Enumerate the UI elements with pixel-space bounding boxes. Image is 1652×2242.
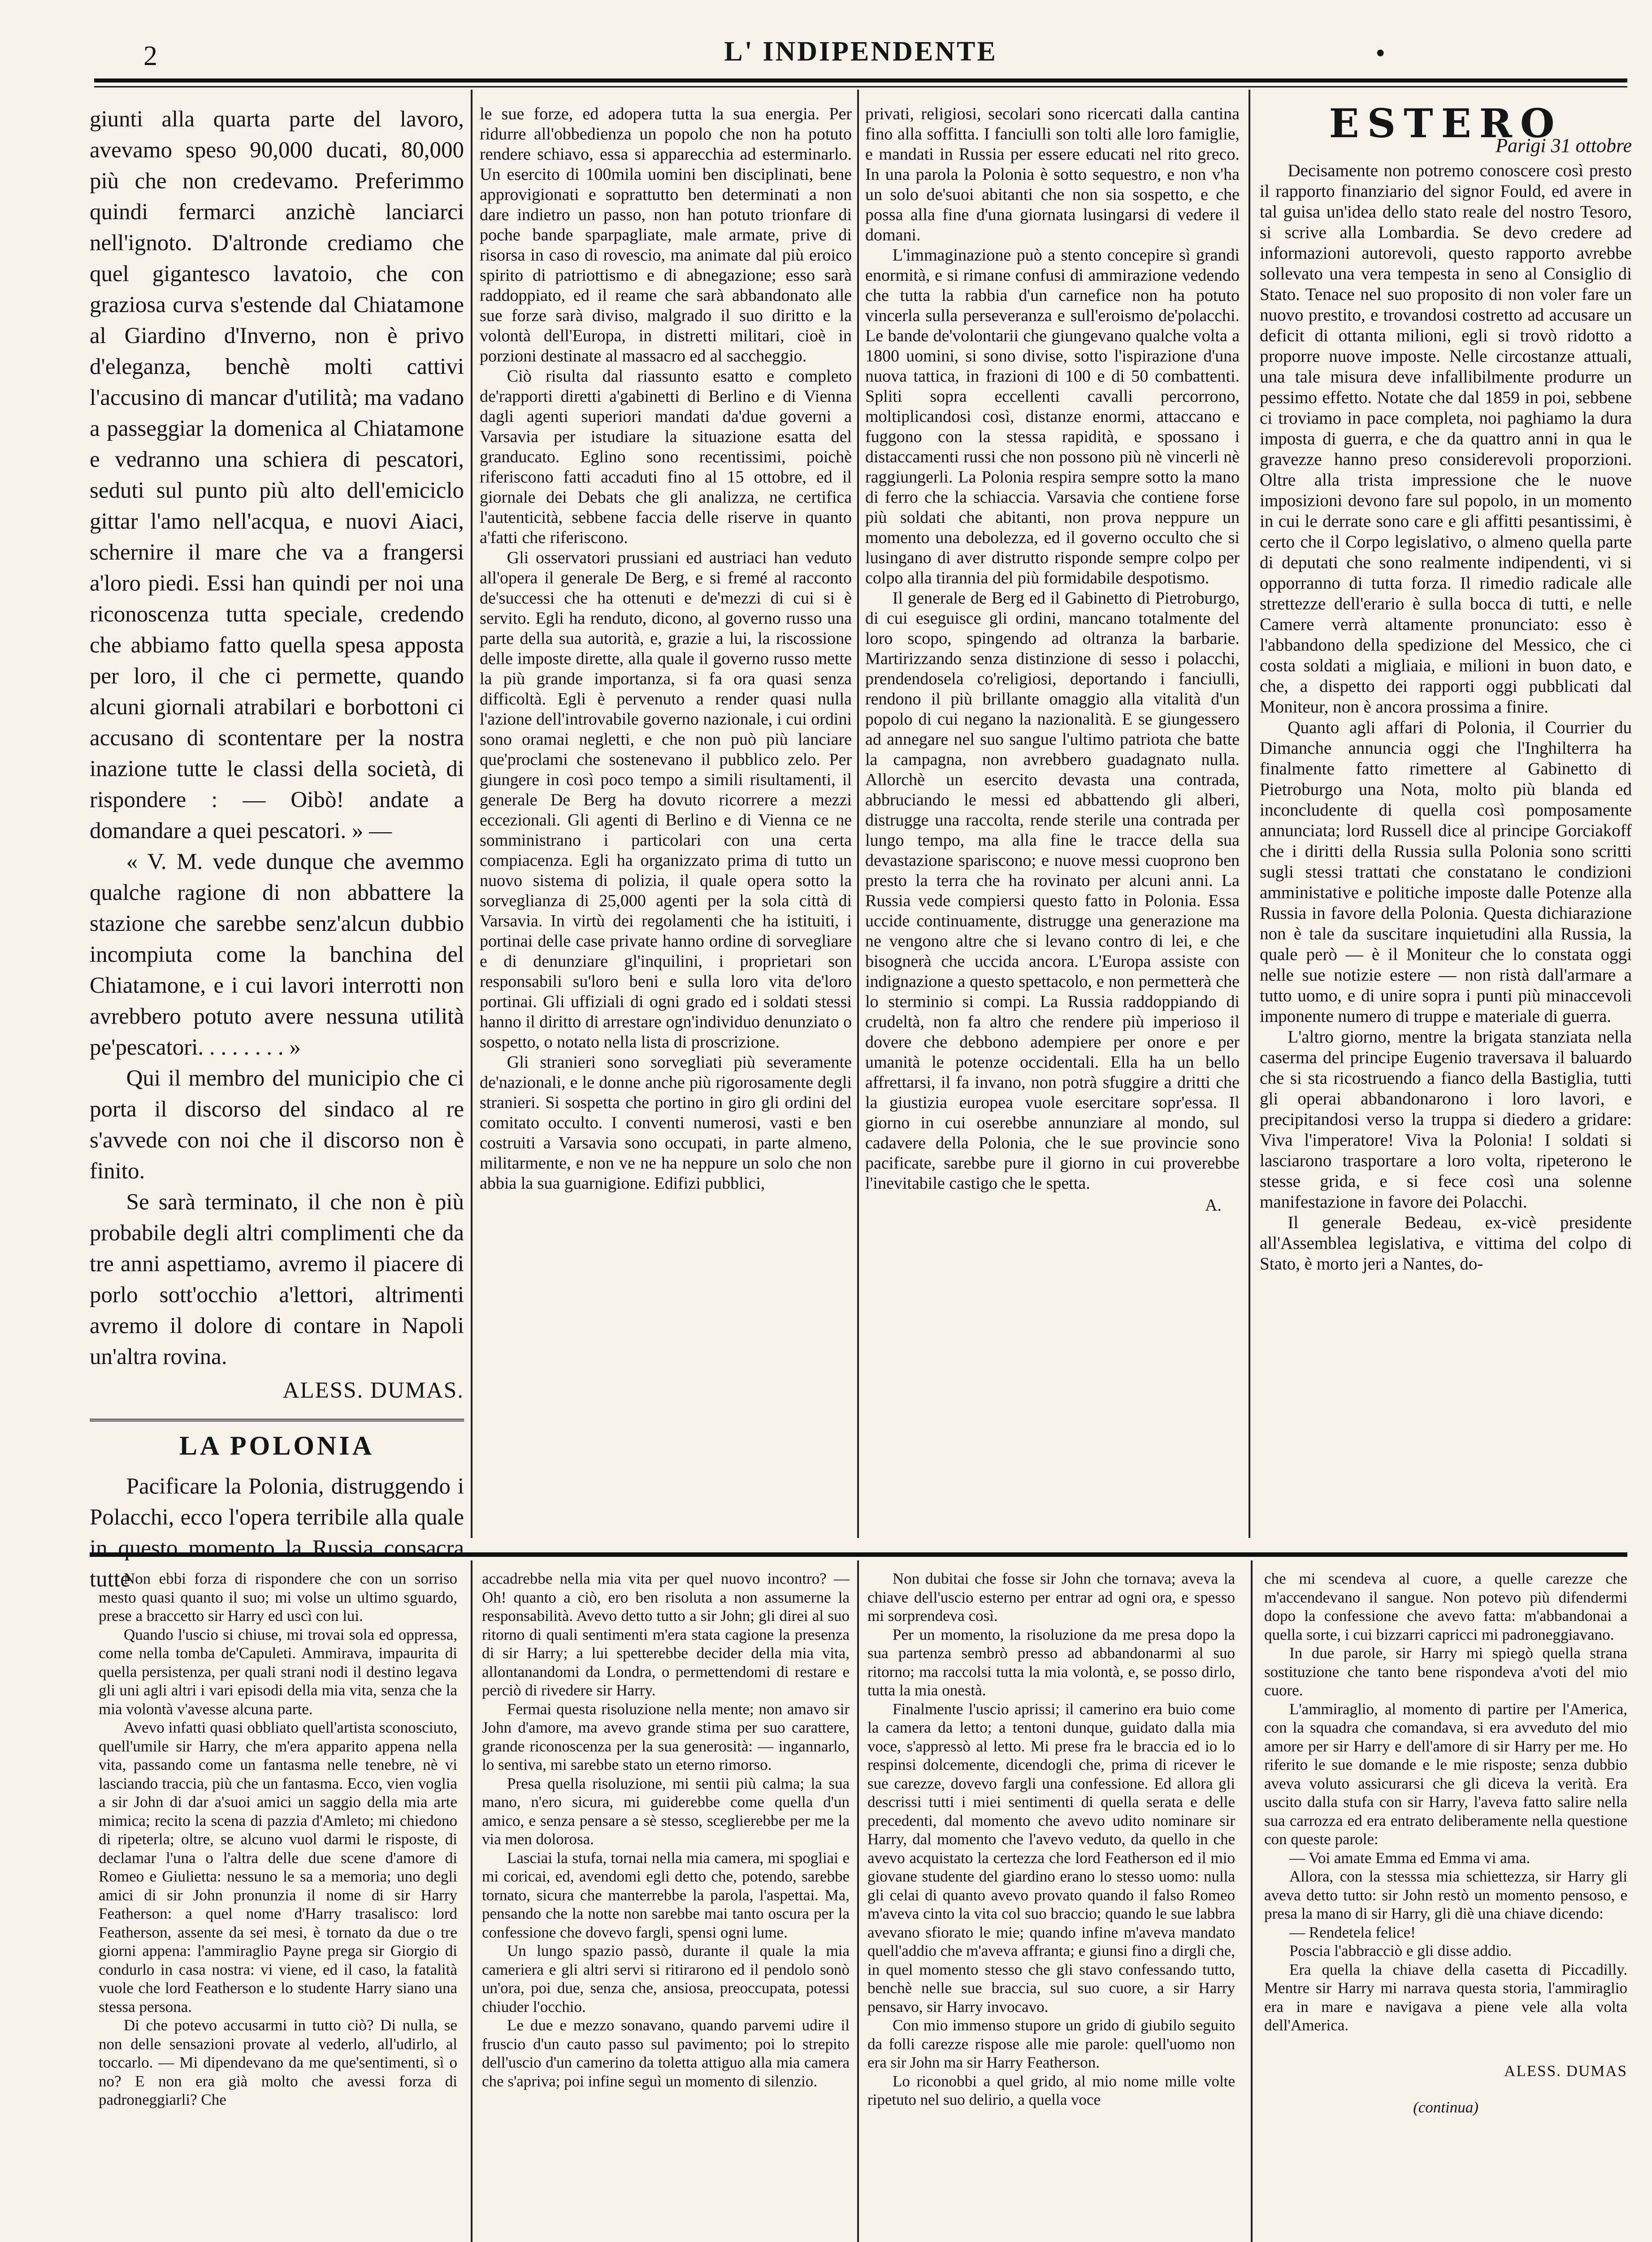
paragraph: « V. M. vede dunque che avemmo qualche ragione di non abbattere la stazione che sarebbe senz'alcun dubbio incompiuta come la banchina del Chiatamone, e i cui lavori interrotti non avrebbero potuto avere nessuna utilità pe'pescatori. . . . . . . . »	[90, 849, 464, 1060]
paragraph: L'altro giorno, mentre la brigata stanziata nella caserma del principe Eugenio traversava il baluardo che si sta ricostruendo a fianco della Bastiglia, tutti gli operai abbandonarono i loro lavori, e precipitandosi verso la truppa si diedero a gridare: Viva l'imperatore! Viva la Polonia! I soldati si lasciarono trasportare a loro volta, ripeterono le stesse grida, e si fece così una solenne manifestazione in favore dei Polacchi.	[1260, 1027, 1632, 1212]
paragraph: giunti alla quarta parte del lavoro, avevamo speso 90,000 ducati, 80,000 più che non credevamo. Preferimmo quindi fermarci anzichè lanciarci nell'ignoto. D'altronde crediamo che quel gigantesco lavatoio, che con graziosa curva s'estende dal Chiatamone al Giardino d'Inverno, non è privo d'eleganza, benchè molti cattivi l'accusino di mancar d'utilità; ma vadano a passeggiar la domenica al Chiatamone e vedranno una schiera di pescatori, seduti sul punto più alto dell'emiciclo gittar l'amo nell'acqua, e nuovi Aiaci, schernire il mare che va a frangersi a'loro piedi. Essi han quindi per noi una riconoscenza tutta speciale, credendo che abbiamo fatto quella spesa apposta per loro, il che ci permette, quando alcuni giornali atrabilari e borbottoni ci accusano di scontentare per la nostra inazione tutte le classi della società, di rispondere : — Oibò! andate a domandare a quei pescatori. » —	[90, 107, 464, 843]
paragraph: Finalmente l'uscio aprissi; il camerino era buio come la camera da letto; a tentoni dunque, guidato dalla mia voce, s'appressò al letto. Mi prese fra le braccia ed io lo respinsi dolcemente, dicendogli che, prima di ricever le sue carezze, dovevo fargli una confessione. Ed allora gli descrissi tutti i miei sentimenti di quella serata e delle precedenti, dal momento che avevo udito nominare sir Harry, dal momento che l'avevo veduto, da quello in che avevo acquistato la certezza che lord Featherson ed il mio giovane studente del giardino erano lo stesso uomo: nulla gli celai di quanto avevo provato quando il falso Romeo m'aveva cinto la vita col suo braccio; quando le sue labbra avevano sfiorato le mie; quando infine m'aveva mandato quell'addio che m'aveva affranta; e giunsi fino a dirgli che, in quel momento stesso che gli stavo confessando tutto, benchè nelle sue braccia, sul suo cuore, a sir Harry pensavo, sir Harry invocavo.	[867, 1700, 1235, 2016]
paragraph: Gli osservatori prussiani ed austriaci han veduto all'opera il generale De Berg, e si fremé al racconto de'successi che ha ottenuti e de'mezzi di cui si è servito. Egli ha renduto, dicono, al governo russo una parte della sua autorità, e, grazie a lui, la riscossione delle imposte dirette, alla quale il governo russo mette la più grande importanza, si fa ora quasi senza difficoltà. Egli è pervenuto a render quasi nulla l'azione dell'introvabile governo nazionale, i cui ordini sono oramai negletti, e che non può più lanciare que'proclami che sostenevano il pubblico zelo. Per giungere in così poco tempo a simili risultamenti, il generale De Berg ha dovuto ricorrere a mezzi eccezionali. Gli agenti di Berlino e di Vienna ce ne somministrano i particolari con una certa compiacenza. Egli ha organizzato prima di tutto un nuovo sistema di polizia, il quale opera sotto la sorveglianza di 25,000 agenti per la sola città di Varsavia. In virtù dei regolamenti che ha istituiti, i portinai delle case private hanno ordine di sorvegliare e di denunziare gl'inquilini, i proprietari son responsabili su'loro beni e sulla loro vita de'loro portinai. Gli uffiziali di ogni grado ed i soldati stessi hanno il diritto di arrestare ogn'individuo denunziato o sospetto, o notato nella lista di proscrizione.	[480, 548, 852, 1051]
feuilleton-column-3	[867, 1569, 1235, 2229]
paragraph: Per un momento, la risoluzione da me presa dopo la sua partenza sembrò presso ad abbandonarmi al suo ritorno; ma raccolsi tutta la mia volontà, e, se posso dirlo, tutta la mia onestà.	[867, 1625, 1235, 1699]
author-signature: ALESS. DUMAS	[1504, 2062, 1627, 2080]
paragraph: Pacificare la Polonia, distruggendo i Polacchi, ecco l'opera terribile alla quale in questo momento la Russia consacra tutte	[90, 1474, 464, 1592]
paragraph: Lasciai la stufa, tornai nella mia camera, mi spogliai e mi coricai, ed, avendomi egli detto che, potendo, sarebbe tornato, sicura che manterrebbe la parola, l'aspettai. Ma, pensando che la notte non sarebbe mai tanto oscura per la confessione che dovevo fargli, spensi ogni lume.	[482, 1849, 850, 1941]
paragraph: Ciò risulta dal riassunto esatto e completo de'rapporti diretti a'gabinetti di Berlino e di Vienna dagli agenti superiori mandati da'due governi a Varsavia per istudiare la situazione esatta del granducato. Eglino sono recentissimi, poichè riferiscono fatti accaduti fino al 15 ottobre, ed il giornale dei Debats che gli analizza, ne certifica l'autenticità, sebbene faccia delle riserve in quanto a'fatti che riferiscono.	[480, 367, 852, 547]
paragraph: In due parole, sir Harry mi spiegò quella strana sostituzione che tanto bene rispondeva a'voti del mio cuore.	[1264, 1644, 1627, 1699]
paragraph: le sue forze, ed adopera tutta la sua energia. Per ridurre all'obbedienza un popolo che non ha potuto rendere schiavo, essa si apparecchia ad esterminarlo. Un esercito di 100mila uomini ben disciplinati, bene approvigionati e soprattutto ben determinati a non dare indietro un passo, non han potuto trionfare di poche bande sparpagliate, male armate, prive di risorsa in caso di rovescio, ma animate dal più eroico spirito di patriottismo e di abnegazione; esso sarà raddoppiato, ed il reame che sarà abbandonato alle sue forze sarà diviso, malgrado il suo diritto e la volontà dell'Europa, in distretti militari, cioè in porzioni destinate al massacro ed al saccheggio.	[480, 104, 852, 365]
paragraph: Decisamente non potremo conoscere così presto il rapporto finanziario del signor Fould, ed avere in tal guisa un'idea dello stato reale del nostro Tesoro, si scrive alla Lombardia. Se devo credere ad informazioni autorevoli, questo rapporto avrebbe sollevato una vera tempesta in seno al Consiglio di Stato. Tenace nel suo proposito di non voler fare un nuovo prestito, e trovandosi costretto ad accusare un deficit di ottanta milioni, egli si trovò ridotto a proporre nuove imposte. Nelle circostanze attuali, una tale misura deve infallibilmente produrre un pessimo effetto. Notate che dal 1859 in poi, sebbene ci troviamo in pace completa, noi paghiamo la dura imposta di guerra, e che da quattro anni in qua le gravezze hanno preso considerevoli proporzioni. Oltre alla trista impressione che le nuove imposizioni devono fare sul popolo, in un momento in cui le derrate sono care e gli affitti pesantissimi, è certo che il Corpo legislativo, o almeno quella parte di deputati che sono realmente indipendenti, vi si opporranno di tutta forza. Il rimedio radicale alle strettezze dell'erario è sulla bocca di tutti, e nelle Camere verrà altamente pronunciato: esso è l'abbandono della spedizione del Messico, che ci costa soldati a migliaia, e milioni in buon dato, e che, a dispetto dei rapporti oggi pubblicati dal Moniteur, non è ancora prossima a finire.	[1260, 161, 1632, 717]
paragraph: Non ebbi forza di rispondere che con un sorriso mesto quasi quanto il suo; mi volse un ultimo sguardo, prese a braccetto sir Harry ed uscì con lui.	[99, 1570, 457, 1625]
feuilleton-separator	[90, 1552, 1627, 1557]
masthead-rule	[94, 78, 1627, 83]
newspaper-title: L' INDIPENDENTE	[724, 36, 997, 67]
column-divider	[471, 90, 473, 1538]
column-divider	[857, 90, 859, 1538]
paragraph: Presa quella risoluzione, mi sentii più calma; la sua mano, n'ero sicura, mi guiderebbe come quella d'un amico, e senza pensare a sè stesso, sceglierebbe per me la via men dolorosa.	[482, 1774, 850, 1848]
paragraph: Con mio immenso stupore un grido di giubilo seguito da folli carezze rispose alle mie parole: quell'uomo non era sir John ma sir Harry Featherson.	[867, 2016, 1235, 2071]
column-3	[865, 104, 1240, 1525]
paragraph: Avevo infatti quasi obbliato quell'artista sconosciuto, quell'umile sir Harry, che m'era apparito appena nella vita, passando come un fantasma nelle tenebre, nè vi lasciando traccia, più che un fantasma. Ecco, vien voglia a sir John di dar a'suoi amici un saggio della mia arte mimica; recito la scena di pazzia d'Amleto; mi chiedono di ripeterla; oltre, se alcuno vuol darmi le risposte, di declamar l'una o l'altra delle due scene d'amore di Romeo e Giulietta: nessuno le sa a memoria; uno degli amici di sir John pronunzia il nome di sir Harry Featherson: a quel nome d'Harry trasalisco: lord Featherson, assente da sei mesi, è tornato da due o tre giorni appena: l'ammiraglio Payne prega sir Giorgio di condurlo in casa nostra: vi viene, ed il caso, la fatalità vuole che lord Featherson e lo studente Harry siano una stessa persona.	[99, 1719, 457, 2016]
paragraph: Di che potevo accusarmi in tutto ciò? Di nulla, se non delle sensazioni provate al vederlo, all'udirlo, al toccarlo. — Mi dipendevano da me que'sentimenti, sì o no? E non era già molto che avessi forza di padroneggiarli? Che	[99, 2016, 457, 2108]
paragraph: Il generale Bedeau, ex-vicè presidente all'Assemblea legislativa, e vittima del colpo di Stato, è morto jeri a Nantes, do-	[1260, 1213, 1632, 1273]
feuilleton-column-1	[99, 1569, 457, 2229]
feuilleton-column-2	[482, 1569, 850, 2229]
column-divider	[1249, 90, 1250, 1538]
column-2	[480, 104, 852, 1525]
paragraph: Era quella la chiave della casetta di Piccadilly. Mentre sir Harry mi narrava questa storia, l'ammiraglio era in mare e navigava a piene vele alla volta dell'America.	[1264, 1960, 1627, 2034]
paragraph: Quando l'uscio si chiuse, mi trovai sola ed oppressa, come nella tomba de'Capuleti. Ammirava, impaurita di quella persistenza, per quali strani nodi il destino legava gli uni agli altri i vari episodi della mia vita, senza che la mia volontà v'avesse alcuna parte.	[99, 1625, 457, 1718]
paragraph: Allora, con la stesssa mia schiettezza, sir Harry gli aveva detto tutto: sir John restò un momento pensoso, e presa la mano di sir Harry, gli diè una chiave dicendo:	[1264, 1868, 1627, 1922]
paragraph: Gli stranieri sono sorvegliati più severamente de'nazionali, e le donne anche più rigorosamente degli stranieri. Si sospetta che portino in giro gli ordini del comitato occulto. I conventi numerosi, vasti e ben costruiti a Varsavia sono occupati, in parte almeno, militarmente, e non ve ne ha neppure un solo che non abbia la sua guarnigione. Edifizi pubblici,	[480, 1053, 852, 1193]
masthead-dot: •	[1375, 38, 1385, 69]
paragraph: L'immaginazione può a stento concepire sì grandi enormità, e si rimane confusi di ammirazione vedendo che tutta la rabbia d'un carnefice non ha potuto vincerla sulla perseveranza e sull'eroismo de'polacchi. Le bande de'volontarii che giungevano qualche volta a 1800 uomini, si sono divise, sotto l'ispirazione d'una nuova tattica, in frazioni di 100 e di 50 combattenti. Spliti sopra eccellenti cavalli percorrono, moltiplicandosi così, distanze enormi, attaccano e fuggono con la stessa rapidità, e spossano i distaccamenti russi che non possono più nè vincerli nè raggiungerli. La Polonia respira sempre sotto la mano di ferro che la schiaccia. Varsavia che contiene forse più soldati che abitanti, non prova neppure un momento una debolezza, ed il governo occulto che si lusingano di aver distrutto risponde sempre colpo per colpo alla tirannia del più formidabile despotismo.	[865, 246, 1240, 587]
section-title-polonia: LA POLONIA	[90, 1419, 464, 1461]
column-divider	[857, 1560, 859, 2242]
paragraph: — Rendetela felice!	[1289, 1923, 1416, 1941]
column-4	[1260, 100, 1632, 1525]
column-1	[90, 104, 464, 1592]
paragraph: Un lungo spazio passò, durante il quale la mia cameriera e gli altri servi si ritirarono ed il pendolo sonò un'ora, poi due, senza che, ansiosa, preoccupata, potessi chiuder l'occhio.	[482, 1942, 850, 2016]
dateline: Parigi 31 ottobre	[1496, 135, 1632, 156]
page-number: 2	[143, 41, 157, 71]
column-divider	[1251, 1560, 1253, 2242]
paragraph: Non dubitai che fosse sir John che tornava; aveva la chiave dell'uscio esterno per entrar ad ogni ora, e spesso mi sorprendeva così.	[867, 1570, 1235, 1625]
feuilleton-column-4	[1264, 1569, 1627, 2229]
paragraph: L'ammiraglio, al momento di partire per l'America, con la squadra che comandava, si era avveduto del mio amore per sir Harry e dell'amore di sir Harry per me. Ho riferito le sue domande e le mie risposte; senza dubbio aveva voluto assicurarsi che gli diceva la verità. Era uscito dalla stufa con sir Harry, l'aveva fatto salire nella sua carrozza ed era entrato deliberamente nella questione con queste parole:	[1264, 1700, 1627, 1848]
paragraph: Le due e mezzo sonavano, quando parvemi udire il fruscio d'un cauto passo sul pavimento; poi lo strepito dell'uscio d'un camerino da toletta attiguo alla mia camera che s'apriva; poi infine seguì un momento di silenzio.	[482, 2016, 850, 2090]
paragraph: che mi scendeva al cuore, a quelle carezze che m'accendevano il sangue. Non potevo più difendermi dopo la confessione che avevo fatta: m'abbandonai a quella sorte, i cui bizzarri capricci mi padroneggiavano.	[1264, 1570, 1627, 1643]
continued-note: (continua)	[1413, 2099, 1479, 2116]
column-divider	[471, 1560, 473, 2242]
masthead-rule-thin	[94, 86, 1627, 87]
paragraph: accadrebbe nella mia vita per quel nuovo incontro? — Oh! quanto a ciò, ero ben risoluta a non assumerne la responsabilità. Avevo detto tutto a sir John; gli direi al suo ritorno di quali sentimenti m'era stata cagione la presenza di sir Harry; a lui spetterebbe decider della mia vita, allontanandomi da Londra, o permettendomi di restare e perciò di rivedere sir Harry.	[482, 1570, 850, 1699]
paragraph: privati, religiosi, secolari sono ricercati dalla cantina fino alla soffitta. I fanciulli son tolti alle loro famiglie, e mandati in Russia per essere educati nel rito greco. In una parola la Polonia è sotto sequestro, e non v'ha un solo de'suoi abitanti che non sia sospetto, e che possa alla fine d'una giornata lusingarsi di vedere il domani.	[865, 104, 1240, 244]
paragraph: Quanto agli affari di Polonia, il Courrier du Dimanche annuncia oggi che l'Inghilterra ha finalmente fatto rimettere al Gabinetto di Pietroburgo una Nota, molto più blanda ed inconcludente di quella così pomposamente annunciata; lord Russell dice al principe Gorciakoff che i diritti della Russia sulla Polonia sono scritti sugli stessi trattati che constatano le condizioni amministative e politiche imposte dalle Potenze alla Russia in favore della Polonia. Questa dichiarazione non è tale da suscitare inquietudini alla Russia, la quale però — è il Moniteur che lo constata oggi nelle sue notizie estere — non ristà dall'armare a tutto uomo, e di unire sopra i punti più minaccevoli imponente numero di truppe e materiale di guerra.	[1260, 718, 1632, 1026]
paragraph: Il generale de Berg ed il Gabinetto di Pietroburgo, di cui eseguisce gli ordini, mancano totalmente del loro scopo, spingendo ad oltranza la barbarie. Martirizzando senza distinzione di sesso i polacchi, prendendosela co'religiosi, deportando i fanciulli, rendono il più brillante omaggio alla vitalità d'un popolo di cui negano la nazionalità. E se giungessero ad annegare nel suo sangue l'ultimo patriota che batte la campagna, non avrebbero guadagnato nulla. Allorchè un esercito devasta una contrada, abbruciando le messi ed abbattendo gli alberi, distrugge una raccolta, rende sterile una contrada per lungo tempo, ma alla fine le tracce della sua devastazione spariscono; e nuove messi cuoprono ben presto la terra che ha rovinato per alcuni anni. La Russia vede compiersi questo fatto in Polonia. Essa uccide continuamente, distrugge una generazione ma ne vengono altre che si levano contro di lei, e che bisognerà che uccida ancora. L'Europa assiste con indignazione a questo spettacolo, e non permetterà che lo sterminio si compi. La Russia raddoppiando di crudeltà, non fa altro che rendere più imperioso il dovere che debbono adempiere per onore e per umanità le potenze occidentali. Ella ha un bello affrettarsi, il fa invano, non potrà sfuggire a dritti che la giustizia europea vuole esercitare sopr'essa. Il giorno in cui oserebbe annunziare al mondo, sul cadavere della Polonia, che le sue provincie sono pacificate, sarebbe pure il giorno in cui proverebbe l'inevitabile castigo che le spetta.	[865, 589, 1240, 1193]
paragraph: Se sarà terminato, il che non è più probabile degli altri complimenti che da tre anni aspettiamo, avremo il piacere di porlo sott'occhio a'lettori, altrimenti avremo il dolore di contare in Napoli un'altra rovina.	[90, 1190, 464, 1369]
author-signature: ALESS. DUMAS.	[282, 1378, 464, 1403]
paragraph: Lo riconobbi a quel grido, al mio nome mille volte ripetuto nel suo delirio, a quella voce	[867, 2072, 1235, 2108]
paragraph: Poscia l'abbracciò e gli disse addio.	[1289, 1942, 1512, 1960]
section-title-estero: ESTERO	[1329, 100, 1563, 147]
author-initial: A.	[1205, 1196, 1222, 1215]
paragraph: Fermai questa risoluzione nella mente; non amavo sir John d'amore, ma avevo grande stima per suo carattere, grande riconoscenza per la sua generosità: — ingannarlo, lo sentiva, mi sarebbe stato un eterno rimorso.	[482, 1700, 850, 1773]
paragraph: Qui il membro del municipio che ci porta il discorso del sindaco al re s'avvede con noi che il discorso non è finito.	[90, 1066, 464, 1184]
masthead	[94, 31, 1627, 72]
paragraph: — Voi amate Emma ed Emma vi ama.	[1289, 1849, 1531, 1867]
